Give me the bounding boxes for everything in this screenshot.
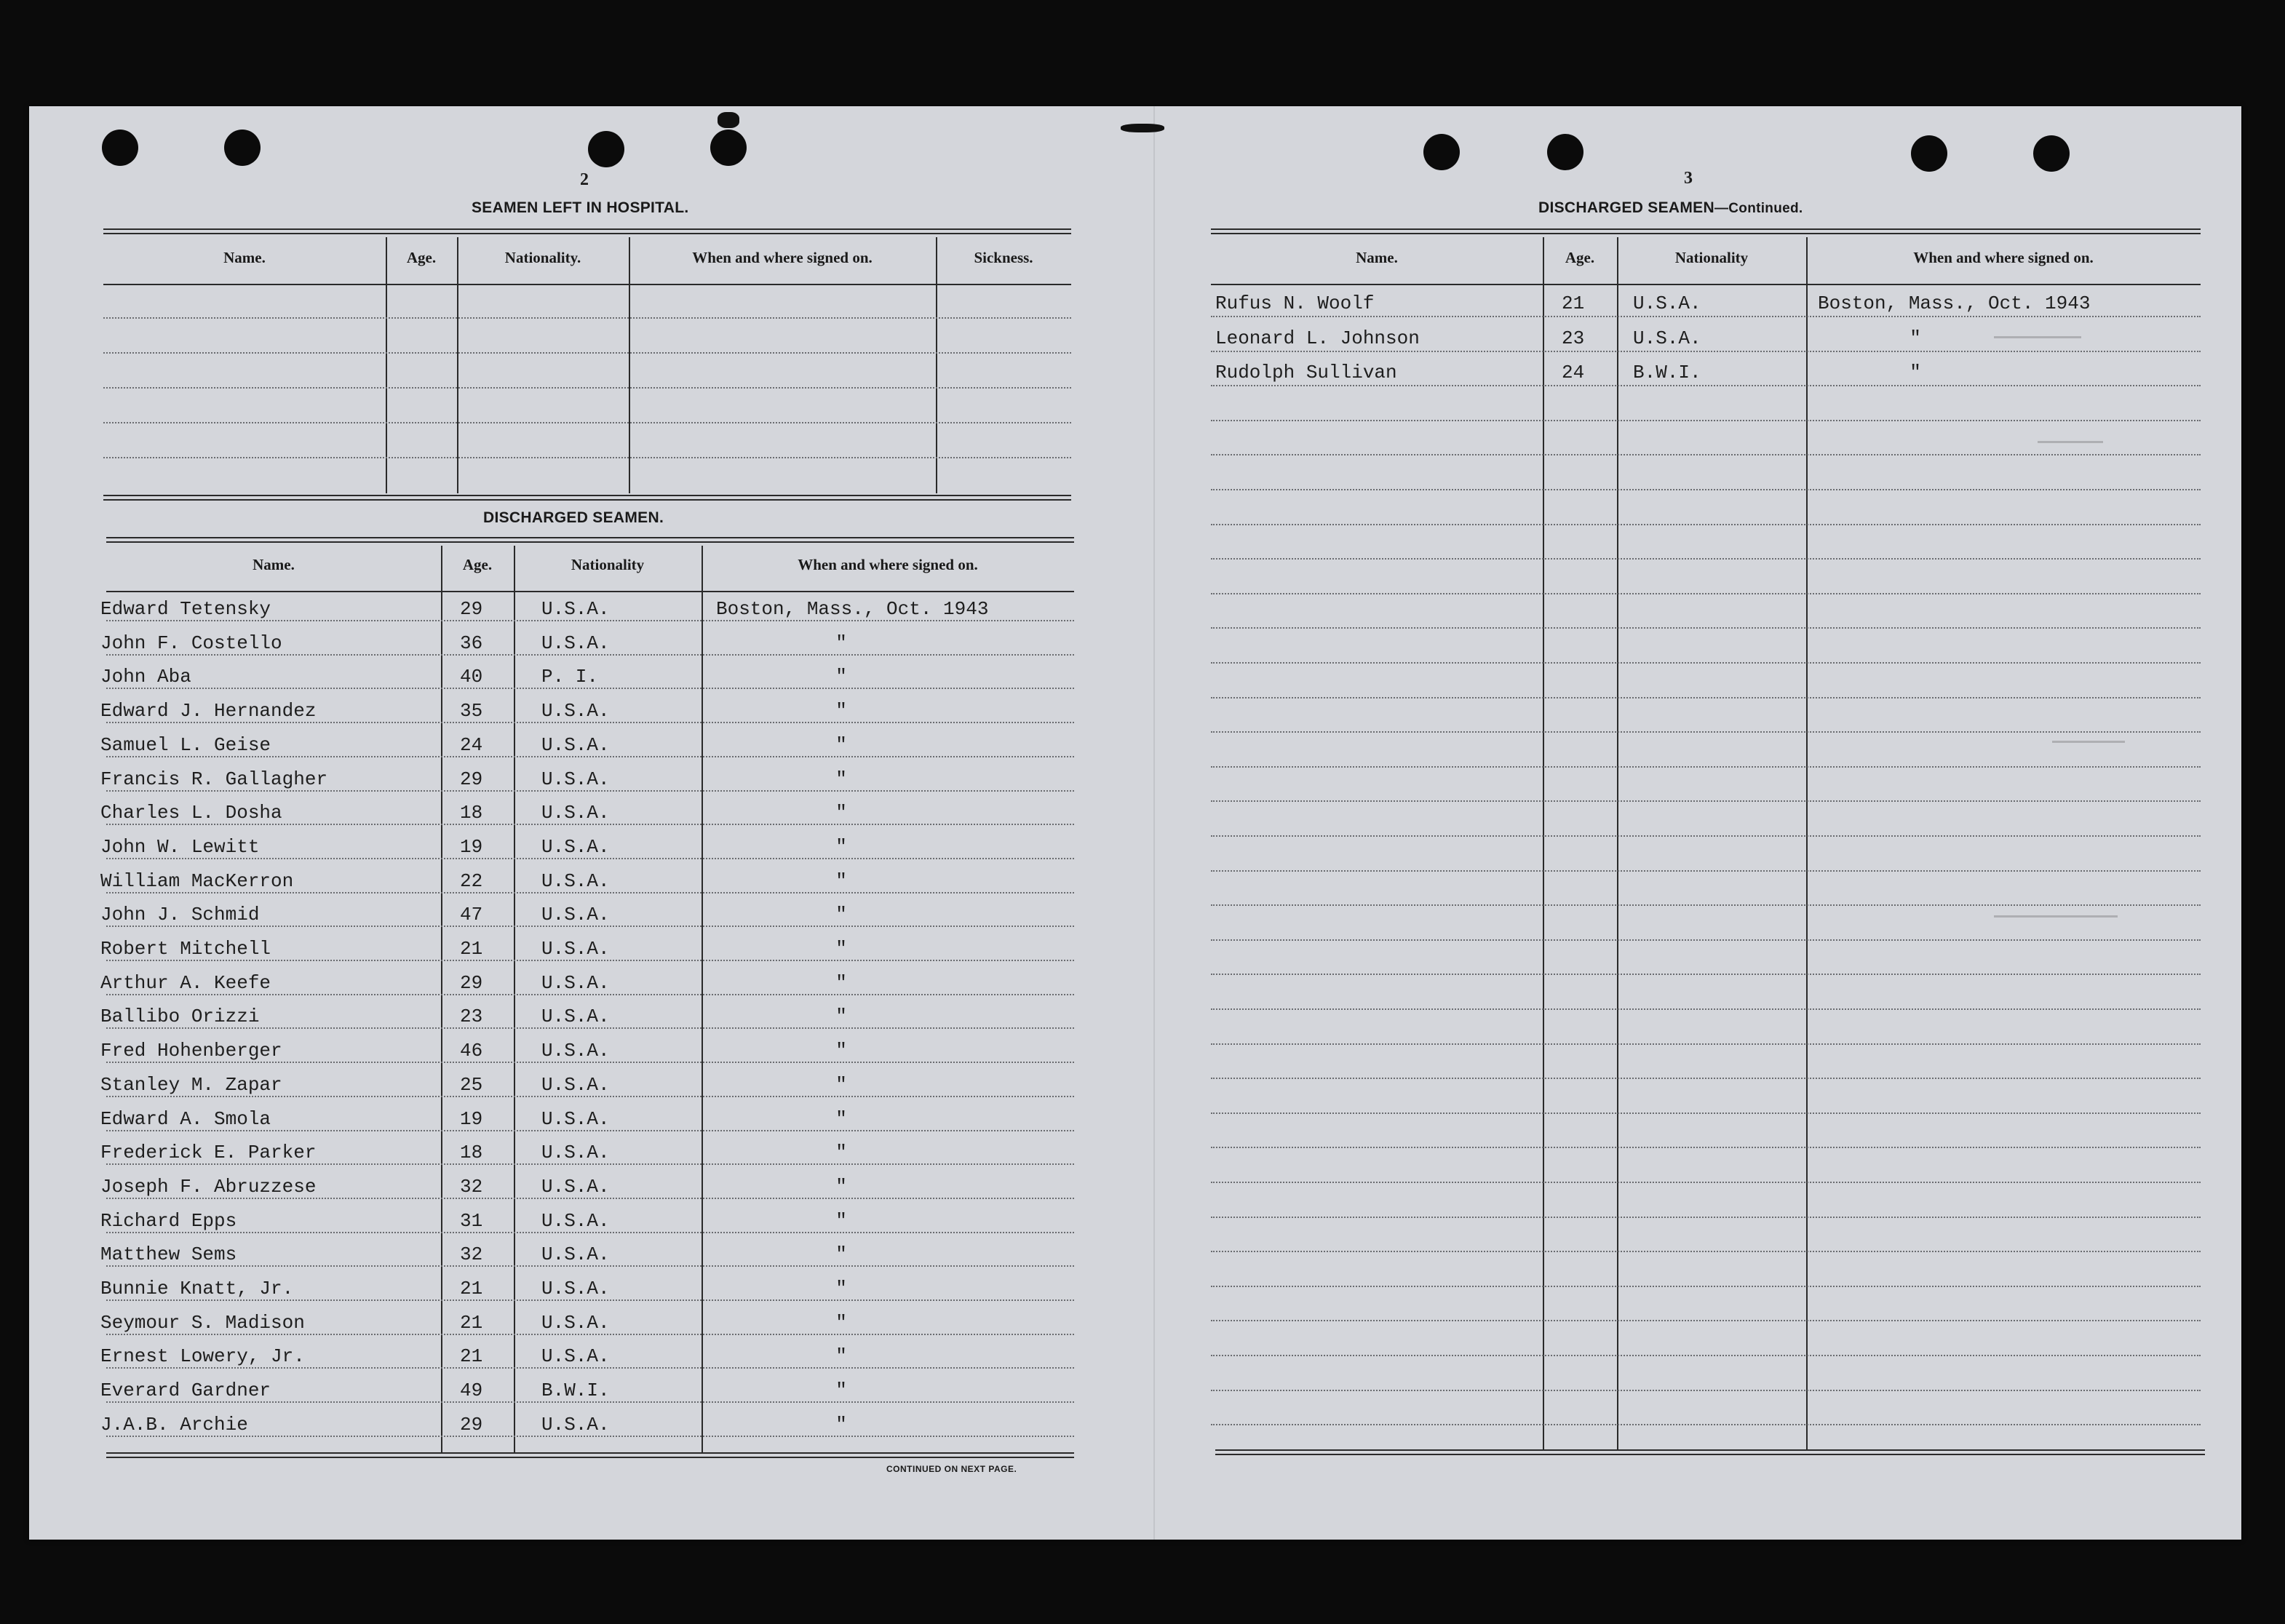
bleed-through-mark [1994, 336, 2081, 338]
row-rule [1211, 835, 2201, 837]
seaman-nationality: U.S.A. [541, 1278, 610, 1299]
punch-hole [1547, 134, 1583, 170]
seaman-signed-on: " [835, 1243, 847, 1265]
seaman-age: 32 [460, 1243, 483, 1265]
seaman-nationality: U.S.A. [541, 1074, 610, 1096]
punch-hole [224, 130, 261, 166]
seaman-age: 29 [460, 1414, 483, 1436]
seaman-age: 29 [460, 972, 483, 994]
row-rule [1211, 1390, 2201, 1391]
seaman-age: 35 [460, 700, 483, 722]
seaman-signed-on: " [835, 870, 847, 892]
seaman-nationality: U.S.A. [541, 1040, 610, 1062]
row-rule [106, 756, 1074, 757]
seaman-nationality: U.S.A. [541, 768, 610, 790]
seaman-nationality: U.S.A. [541, 1142, 610, 1163]
seaman-age: 29 [460, 768, 483, 790]
seaman-signed-on: " [835, 1040, 847, 1062]
row-rule [106, 994, 1074, 995]
seaman-nationality: U.S.A. [541, 1210, 610, 1232]
seaman-signed-on: " [835, 1074, 847, 1096]
seaman-name: J.A.B. Archie [100, 1414, 248, 1436]
seaman-name: John J. Schmid [100, 904, 260, 926]
seaman-name: Edward J. Hernandez [100, 700, 317, 722]
row-rule [106, 858, 1074, 859]
seaman-signed-on: " [835, 700, 847, 722]
row-rule [106, 1436, 1074, 1437]
right-page-number: 3 [1684, 169, 1693, 188]
seaman-nationality: U.S.A. [541, 632, 610, 654]
seaman-signed-on: " [835, 904, 847, 926]
row-rule [1211, 904, 2201, 906]
discharged-col-signed-on: When and where signed on. [798, 556, 978, 573]
row-rule [106, 1334, 1074, 1335]
seaman-signed-on: " [835, 1176, 847, 1198]
seaman-name: Fred Hohenberger [100, 1040, 282, 1062]
row-rule [1211, 385, 2201, 386]
seaman-nationality: U.S.A. [1633, 327, 1701, 349]
row-rule [106, 892, 1074, 893]
continued-col-name: Name. [1356, 249, 1398, 266]
hospital-col-age: Age. [406, 249, 437, 266]
row-rule [106, 1130, 1074, 1131]
row-rule [1211, 1008, 2201, 1010]
seaman-age: 31 [460, 1210, 483, 1232]
row-rule [106, 1401, 1074, 1403]
seaman-signed-on: " [835, 1278, 847, 1299]
row-rule [106, 1027, 1074, 1029]
seaman-signed-on: " [835, 1210, 847, 1232]
seaman-nationality: U.S.A. [541, 1006, 610, 1027]
seaman-name: Samuel L. Geise [100, 734, 271, 756]
seaman-age: 36 [460, 632, 483, 654]
seaman-name: John F. Costello [100, 632, 282, 654]
center-fold [1153, 106, 1155, 1540]
seaman-age: 21 [460, 938, 483, 960]
row-rule [106, 1265, 1074, 1267]
seaman-signed-on: Boston, Mass., Oct. 1943 [1818, 292, 2091, 314]
hospital-col-name: Name. [223, 249, 266, 266]
seaman-age: 22 [460, 870, 483, 892]
seaman-nationality: U.S.A. [541, 802, 610, 824]
seaman-nationality: U.S.A. [541, 734, 610, 756]
row-rule [1211, 1217, 2201, 1218]
seaman-signed-on: " [1910, 362, 1921, 383]
row-rule [1211, 1251, 2201, 1252]
row-rule [1211, 1355, 2201, 1356]
left-page-number: 2 [580, 170, 589, 189]
seaman-age: 18 [460, 802, 483, 824]
seaman-age: 25 [460, 1074, 483, 1096]
seaman-name: Rudolph Sullivan [1215, 362, 1397, 383]
row-rule [1211, 524, 2201, 525]
seaman-signed-on: Boston, Mass., Oct. 1943 [716, 598, 989, 620]
row-rule [1211, 558, 2201, 560]
seaman-signed-on: " [835, 666, 847, 688]
seaman-name: Joseph F. Abruzzese [100, 1176, 317, 1198]
row-rule [106, 654, 1074, 656]
continued-col-nationality: Nationality [1674, 249, 1749, 266]
row-rule [1211, 1286, 2201, 1287]
row-rule [106, 1367, 1074, 1369]
hospital-col-signed-on: When and where signed on. [692, 249, 873, 266]
punch-hole [588, 131, 624, 167]
ledger-paper [29, 106, 2241, 1540]
row-rule [1211, 351, 2201, 352]
continued-title-main: DISCHARGED SEAMEN [1538, 199, 1714, 216]
row-rule [106, 790, 1074, 792]
seaman-nationality: U.S.A. [541, 1414, 610, 1436]
seaman-signed-on: " [835, 1006, 847, 1027]
row-rule [1211, 1043, 2201, 1045]
seaman-nationality: U.S.A. [541, 904, 610, 926]
row-rule [1211, 800, 2201, 802]
row-rule [1211, 974, 2201, 975]
seaman-age: 24 [460, 734, 483, 756]
row-rule [1211, 1147, 2201, 1148]
seaman-age: 21 [460, 1278, 483, 1299]
punch-hole [1911, 135, 1947, 172]
row-rule [106, 722, 1074, 723]
punch-hole [1423, 134, 1460, 170]
punch-hole [102, 130, 138, 166]
row-rule [106, 926, 1074, 927]
seaman-name: Robert Mitchell [100, 938, 271, 960]
seaman-age: 40 [460, 666, 483, 688]
seaman-name: Arthur A. Keefe [100, 972, 271, 994]
seaman-name: Stanley M. Zapar [100, 1074, 282, 1096]
seaman-signed-on: " [835, 768, 847, 790]
seaman-age: 47 [460, 904, 483, 926]
row-rule [1211, 489, 2201, 490]
row-rule [1211, 1182, 2201, 1183]
seaman-name: Ernest Lowery, Jr. [100, 1345, 305, 1367]
row-rule [1211, 870, 2201, 872]
seaman-name: Francis R. Gallagher [100, 768, 328, 790]
seaman-nationality: U.S.A. [541, 1345, 610, 1367]
continued-section-title [1538, 199, 1803, 217]
row-rule [1211, 1424, 2201, 1425]
seaman-signed-on: " [835, 632, 847, 654]
seaman-age: 29 [460, 598, 483, 620]
row-rule [106, 1062, 1074, 1063]
row-rule [106, 1299, 1074, 1301]
seaman-age: 23 [460, 1006, 483, 1027]
seaman-nationality: U.S.A. [541, 700, 610, 722]
seaman-age: 18 [460, 1142, 483, 1163]
row-rule [1211, 697, 2201, 698]
row-rule [1211, 627, 2201, 629]
row-rule [106, 1232, 1074, 1233]
seaman-name: Edward A. Smola [100, 1108, 271, 1130]
row-rule [1211, 939, 2201, 941]
seaman-signed-on: " [835, 734, 847, 756]
bleed-through-mark [2052, 741, 2125, 743]
seaman-nationality: U.S.A. [541, 870, 610, 892]
seaman-signed-on: " [835, 1414, 847, 1436]
seaman-name: John Aba [100, 666, 191, 688]
seaman-name: Rufus N. Woolf [1215, 292, 1375, 314]
seaman-signed-on: " [835, 972, 847, 994]
seaman-nationality: U.S.A. [541, 1312, 610, 1334]
hospital-section-title: SEAMEN LEFT IN HOSPITAL. [472, 199, 689, 216]
seaman-name: Charles L. Dosha [100, 802, 282, 824]
seaman-name: Leonard L. Johnson [1215, 327, 1420, 349]
row-rule [1211, 1320, 2201, 1321]
hospital-col-sickness: Sickness. [974, 249, 1033, 266]
continued-col-age: Age. [1565, 249, 1595, 266]
seaman-age: 46 [460, 1040, 483, 1062]
seaman-signed-on: " [835, 1108, 847, 1130]
seaman-nationality: B.W.I. [1633, 362, 1701, 383]
discharged-col-nationality: Nationality [571, 556, 645, 573]
seaman-age: 23 [1562, 327, 1585, 349]
bleed-through-mark [2038, 441, 2103, 443]
seaman-nationality: P. I. [541, 666, 599, 688]
discharged-col-age: Age. [462, 556, 493, 573]
seaman-age: 19 [460, 836, 483, 858]
seaman-age: 21 [460, 1312, 483, 1334]
bleed-through-mark [2023, 915, 2118, 918]
seaman-name: Matthew Sems [100, 1243, 237, 1265]
seaman-signed-on: " [835, 1345, 847, 1367]
seaman-name: Ballibo Orizzi [100, 1006, 260, 1027]
continued-col-signed-on: When and where signed on. [1913, 249, 2094, 266]
seaman-signed-on: " [835, 802, 847, 824]
row-rule [1211, 766, 2201, 768]
row-rule [1211, 593, 2201, 594]
punch-hole [710, 130, 747, 166]
seaman-age: 21 [1562, 292, 1585, 314]
row-rule [1211, 420, 2201, 421]
seaman-name: Edward Tetensky [100, 598, 271, 620]
seaman-nationality: U.S.A. [1633, 292, 1701, 314]
punch-hole [2033, 135, 2070, 172]
seaman-age: 24 [1562, 362, 1585, 383]
continued-title-suffix: —Continued. [1714, 201, 1803, 216]
seaman-name: Everard Gardner [100, 1380, 271, 1401]
bleed-through-mark [1994, 915, 2023, 918]
seaman-nationality: U.S.A. [541, 972, 610, 994]
seaman-age: 49 [460, 1380, 483, 1401]
seaman-age: 19 [460, 1108, 483, 1130]
row-rule [1211, 662, 2201, 664]
seaman-name: Frederick E. Parker [100, 1142, 317, 1163]
seaman-age: 21 [460, 1345, 483, 1367]
seaman-nationality: U.S.A. [541, 938, 610, 960]
discharged-col-name: Name. [253, 556, 295, 573]
row-rule [106, 688, 1074, 689]
row-rule [1211, 454, 2201, 455]
row-rule [1211, 316, 2201, 317]
seaman-name: Richard Epps [100, 1210, 237, 1232]
continued-note: CONTINUED ON NEXT PAGE. [886, 1464, 1017, 1474]
seaman-name: Bunnie Knatt, Jr. [100, 1278, 294, 1299]
row-rule [106, 960, 1074, 961]
discharged-section-title: DISCHARGED SEAMEN. [483, 509, 664, 526]
seaman-signed-on: " [835, 1142, 847, 1163]
ink-smudge [1121, 124, 1164, 132]
row-rule [106, 1096, 1074, 1097]
ink-smudge [718, 112, 739, 128]
row-rule [106, 620, 1074, 621]
seaman-signed-on: " [835, 938, 847, 960]
seaman-signed-on: " [835, 836, 847, 858]
seaman-signed-on: " [835, 1380, 847, 1401]
seaman-nationality: U.S.A. [541, 1108, 610, 1130]
row-rule [106, 1163, 1074, 1165]
seaman-age: 32 [460, 1176, 483, 1198]
seaman-signed-on: " [1910, 327, 1921, 349]
hospital-col-nationality: Nationality. [504, 249, 581, 266]
seaman-nationality: U.S.A. [541, 1243, 610, 1265]
row-rule [1211, 1112, 2201, 1114]
row-rule [106, 824, 1074, 825]
seaman-nationality: B.W.I. [541, 1380, 610, 1401]
row-rule [106, 1198, 1074, 1199]
seaman-name: John W. Lewitt [100, 836, 260, 858]
row-rule [1211, 731, 2201, 733]
row-rule [1211, 1078, 2201, 1079]
seaman-nationality: U.S.A. [541, 598, 610, 620]
seaman-signed-on: " [835, 1312, 847, 1334]
seaman-name: Seymour S. Madison [100, 1312, 305, 1334]
seaman-nationality: U.S.A. [541, 1176, 610, 1198]
seaman-nationality: U.S.A. [541, 836, 610, 858]
seaman-name: William MacKerron [100, 870, 294, 892]
